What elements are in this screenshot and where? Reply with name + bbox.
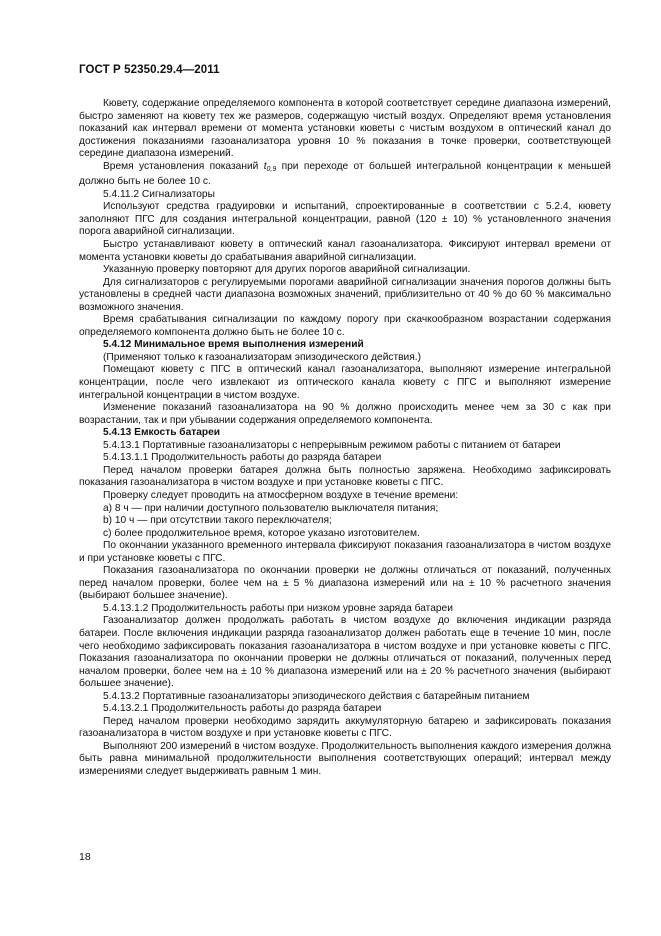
section-heading-bold: 5.4.12 Минимальное время выполнения измерений (103, 339, 364, 351)
list-item: a) 8 ч — при наличии доступного пользователю выключателя питания; (103, 502, 439, 514)
section-heading: 5.4.13.1 Портативные газоанализаторы с непрерывным режимом работы с питанием от батареи (103, 439, 561, 451)
paragraph: Выполняют 200 измерений в чистом воздухе. Продолжительность выполнения каждого измерения должна быть равна минимальной продолжительности выполнения соответствующих операций; интервал между измерениями следует выдерживать равным 1 мин. (79, 740, 611, 777)
paragraph: Газоанализатор должен продолжать работать в чистом воздухе до включения индикации разряда батареи. После включения индикации разряда газоанализатор должен работать еще в течение 10 мин, после чего необходимо зафиксировать показания газоанализатора в чистом воздухе и при установке кюветы с ПГС. Показания газоанализатора по окончании проверки не должны отличаться от показаний, полученных перед началом проверки, более чем на ± 10 % диапазона измерений или на ± 20 % расчетного значения (выбирают большее значение). (79, 615, 611, 690)
page-body (79, 98, 611, 779)
paragraph: Проверку следует проводить на атмосферном воздухе в течение времени: (103, 489, 459, 501)
paragraph: Перед началом проверки батарея должна быть полностью заряжена. Необходимо зафиксировать показания газоанализатора в чистом воздухе и при установке кюветы с ПГС. (79, 464, 611, 489)
paragraph: (Применяют только к газоанализаторам эпизодического действия.) (103, 351, 421, 363)
paragraph: По окончании указанного временного интервала фиксируют показания газоанализатора в чистом воздухе и при установке кюветы с ПГС. (79, 540, 611, 564)
paragraph: Быстро устанавливают кювету в оптический канал газоанализатора. Фиксируют интервал времени от момента установки кюветы до срабатывания аварийной сигнализации. (79, 239, 611, 263)
paragraph: Перед началом проверки необходимо зарядить аккумуляторную батарею и зафиксировать показания газоанализатора в чистом воздухе и при установке кюветы с ПГС. (79, 715, 611, 740)
section-heading: 5.4.13.2 Портативные газоанализаторы эпизодического действия с батарейным питанием (103, 690, 530, 702)
page-number: 18 (79, 851, 91, 863)
section-heading: 5.4.13.2.1 Продолжительность работы до разряда батареи (103, 703, 382, 715)
list-item: b) 10 ч — при отсутствии такого переключателя; (103, 515, 332, 527)
section-heading: 5.4.11.2 Сигнализаторы (103, 188, 215, 200)
section-heading-bold: 5.4.13 Емкость батареи (103, 427, 221, 439)
paragraph: Помещают кювету с ПГС в оптический канал газоанализатора, выполняют измерение интегральной концентрации, после чего извлекают из оптического канала кювету с ПГС и выполняют измерение интегральной концентрации в чистом воздухе. (79, 364, 611, 401)
settle-time-symbol: t (263, 160, 267, 172)
settle-time-tail: при переходе от большей интегральной концентрации к меньшей должно быть не более 10 с. (79, 160, 611, 188)
list-item: c) более продолжительное время, которое указано изготовителем. (103, 527, 420, 539)
section-heading: 5.4.13.1.1 Продолжительность работы до разряда батареи (103, 452, 382, 464)
paragraph: Указанную проверку повторяют для других порогов аварийной сигнализации. (103, 264, 471, 276)
section-heading: 5.4.13.1.2 Продолжительность работы при низком уровне заряда батареи (103, 602, 453, 614)
paragraph: Для сигнализаторов с регулируемыми порогами аварийной сигнализации значения порогов должны быть установлены в средней части диапазона возможных значений, приблизительно от 40 % до 60 % максимально возможного значения. (79, 276, 611, 313)
paragraph: Время срабатывания сигнализации по каждому порогу при скачкообразном возрастании содержания определяемого компонента должно быть не более 10 с. (79, 314, 611, 338)
document-header: ГОСТ Р 52350.29.4—2011 (79, 64, 220, 76)
paragraph: Кювету, содержание определяемого компонента в которой соответствует середине диапазона измерений, быстро заменяют на кювету тех же размеров, содержащую чистый воздух. Определяют время установления показаний как интервал времени от момента установки кюветы с чистым воздухом в оптический канал до достижения показаниями газоанализатора уровня 10 % показания в точке проверки, соответствующей середине диапазона измерений. (79, 98, 611, 160)
paragraph: Изменение показаний газоанализатора на 90 % должно происходить менее чем за 30 с как при возрастании, так и при убывании содержания определяемого компонента. (79, 402, 611, 426)
settle-time-subscript: 0,9 (266, 165, 277, 173)
settle-time-paragraph (79, 161, 611, 189)
paragraph: Показания газоанализатора по окончании проверки не должны отличаться от показаний, полученных перед началом проверки, более чем на ± 5 % диапазона измерений или на ± 10 % расчетного значения (выбирают большее значение). (79, 565, 611, 602)
settle-time-lead: Время установления показаний (103, 160, 264, 172)
paragraph: Используют средства градуировки и испытаний, спроектированные в соответствии с 5.2.4, кювету заполняют ПГС для создания интегральной концентрации, равной (120 ± 10) % установленного значения порога аварийной сигнализации. (79, 201, 611, 238)
